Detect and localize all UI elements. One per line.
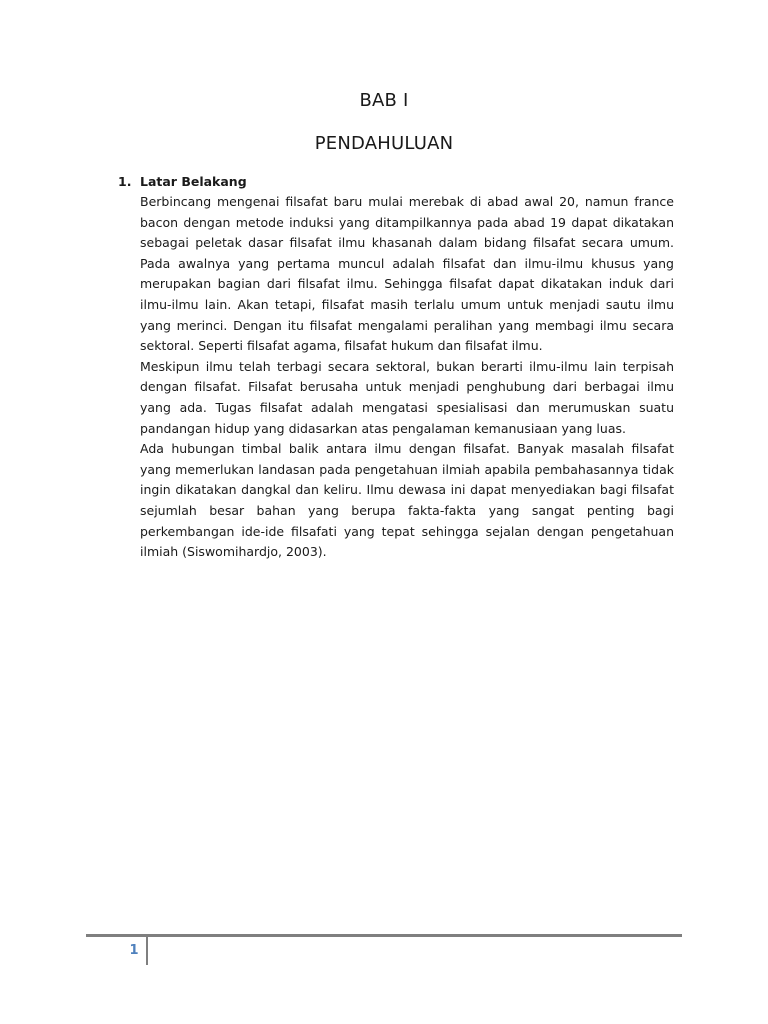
footer-vertical-divider xyxy=(146,937,148,965)
section-title: Latar Belakang xyxy=(140,174,247,189)
paragraph-2: Meskipun ilmu telah terbagi secara sektoral, bukan berarti ilmu-ilmu lain terpisah dengan filsafat. Filsafat berusaha untuk menjadi penghubung dari berbagai ilmu yang ada. Tugas filsafat adalah mengatasi spesialisasi dan merumuskan suatu pandangan hidup yang didasarkan atas pengalaman kemanusiaan yang luas. xyxy=(140,358,674,436)
footer-divider xyxy=(86,934,682,937)
section-body xyxy=(140,192,674,563)
paragraph-1: Berbincang mengenai filsafat baru mulai merebak di abad awal 20, namun france bacon dengan metode induksi yang ditampilkannya pada abad 19 dapat dikatakan sebagai peletak dasar filsafat ilmu khasanah dalam bidang filsafat secara umum. Pada awalnya yang pertama muncul adalah filsafat dan ilmu-ilmu khusus yang merupakan bagian dari filsafat ilmu. Sehingga filsafat dapat dikatakan induk dari ilmu-ilmu lain. Akan tetapi, filsafat masih terlalu umum untuk menjadi sautu ilmu yang merinci. Dengan itu filsafat mengalami peralihan yang membagi ilmu secara sektoral. Seperti filsafat agama, filsafat hukum dan filsafat ilmu. xyxy=(140,194,674,354)
page-number: 1 xyxy=(129,943,139,958)
section-number: 1. xyxy=(118,174,132,189)
chapter-number: BAB I xyxy=(359,90,409,111)
paragraph-3: Ada hubungan timbal balik antara ilmu dengan filsafat. Banyak masalah filsafat yang memerlukan landasan pada pengetahuan ilmiah apabila pembahasannya tidak ingin dikatakan dangkal dan keliru. Ilmu dewasa ini dapat menyediakan bagi filsafat sejumlah besar bahan yang berupa fakta-fakta yang sangat penting bagi perkembangan ide-ide filsafati yang tepat sehingga sejalan dengan pengetahuan ilmiah (Siswomihardjo, 2003). xyxy=(140,441,674,560)
section-heading xyxy=(118,172,247,192)
chapter-title: PENDAHULUAN xyxy=(314,133,454,154)
